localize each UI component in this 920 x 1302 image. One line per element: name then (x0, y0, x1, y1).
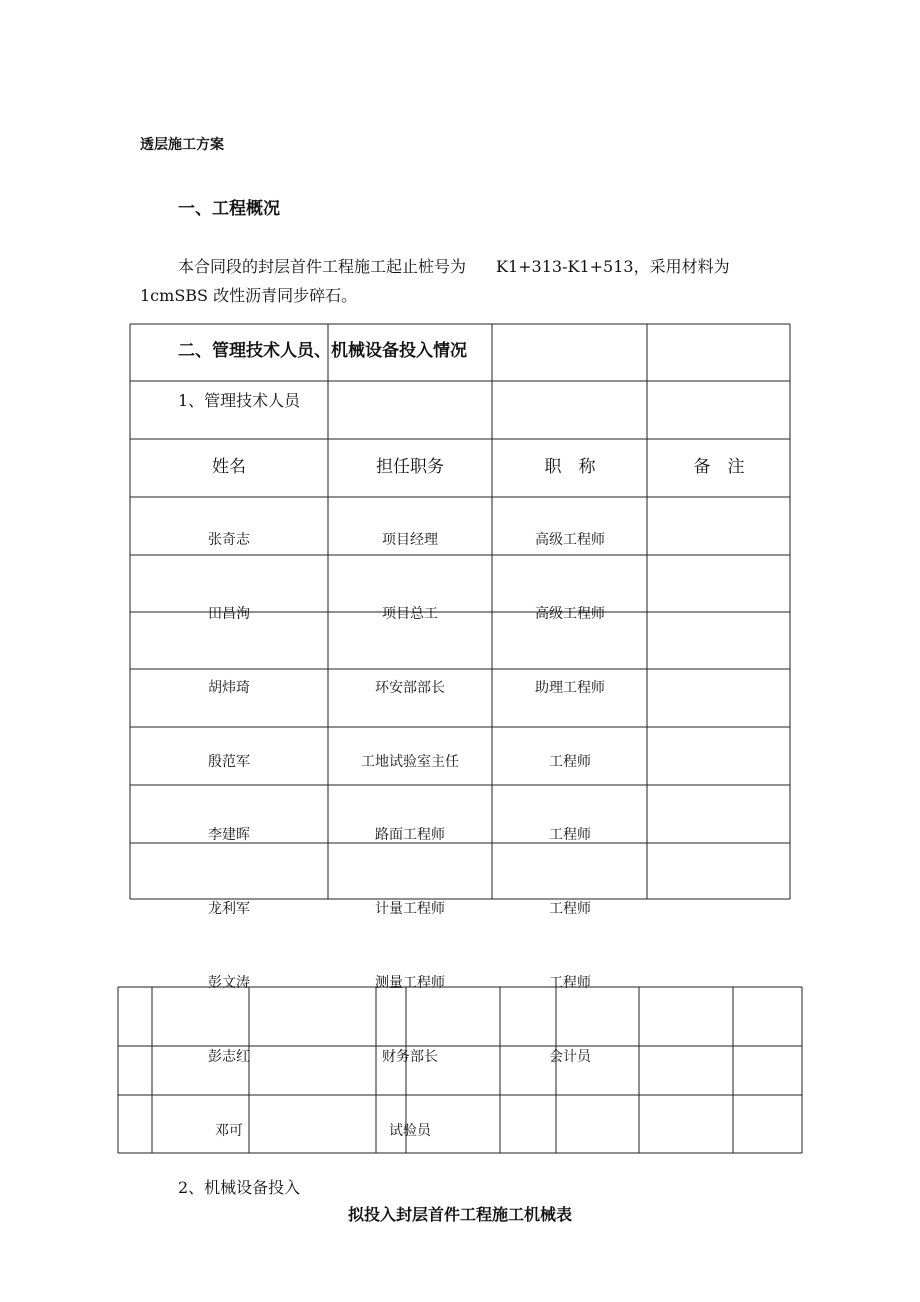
staff-name: 田昌洵 (208, 606, 250, 622)
staff-role: 财务部长 (382, 1049, 438, 1065)
subheading-staff: 1、管理技术人员 (178, 391, 301, 410)
section-heading-resources: 二、管理技术人员、机械设备投入情况 (178, 341, 467, 361)
staff-title: 工程师 (549, 754, 591, 770)
staff-name: 彭文涛 (208, 975, 250, 991)
section-heading-overview: 一、工程概况 (178, 199, 280, 219)
staff-role: 试验员 (389, 1123, 431, 1139)
staff-title: 会计员 (549, 1049, 591, 1065)
staff-role: 工地试验室主任 (361, 754, 459, 770)
subheading-equipment: 2、机械设备投入 (178, 1178, 301, 1197)
staff-name: 胡炜琦 (208, 680, 250, 696)
staff-role: 测量工程师 (375, 975, 445, 991)
staff-name: 李建晖 (208, 827, 250, 843)
overview-text: 本合同段的封层首件工程施工起止桩号为 (178, 257, 467, 276)
header-name: 姓名 (212, 457, 246, 477)
staff-role: 项目经理 (382, 532, 438, 548)
staff-role: 项目总工 (382, 606, 438, 622)
equipment-table-caption: 拟投入封层首件工程施工机械表 (347, 1205, 573, 1224)
staff-name: 彭志红 (208, 1049, 250, 1065)
header-role: 担任职务 (376, 457, 444, 477)
staff-title: 助理工程师 (535, 680, 605, 696)
staff-name: 龙利军 (208, 901, 250, 917)
staff-name: 张奇志 (208, 532, 250, 548)
staff-title: 高级工程师 (535, 532, 605, 548)
document-title: 透层施工方案 (140, 137, 224, 153)
staff-title: 工程师 (549, 975, 591, 991)
header-remarks: 备 注 (693, 457, 745, 477)
staff-title: 工程师 (549, 827, 591, 843)
stake-range: K1+313-K1+513，采用材料为 (496, 257, 730, 276)
staff-role: 路面工程师 (375, 827, 445, 843)
staff-role: 环安部部长 (375, 680, 445, 696)
overview-paragraph-line2: 1cmSBS 改性沥青同步碎石。 (140, 286, 358, 305)
header-title: 职 称 (544, 457, 596, 477)
staff-title: 工程师 (549, 901, 591, 917)
staff-title: 高级工程师 (535, 606, 605, 622)
staff-name: 邓可 (215, 1123, 243, 1139)
staff-name: 殷范军 (208, 754, 250, 770)
staff-role: 计量工程师 (375, 901, 445, 917)
